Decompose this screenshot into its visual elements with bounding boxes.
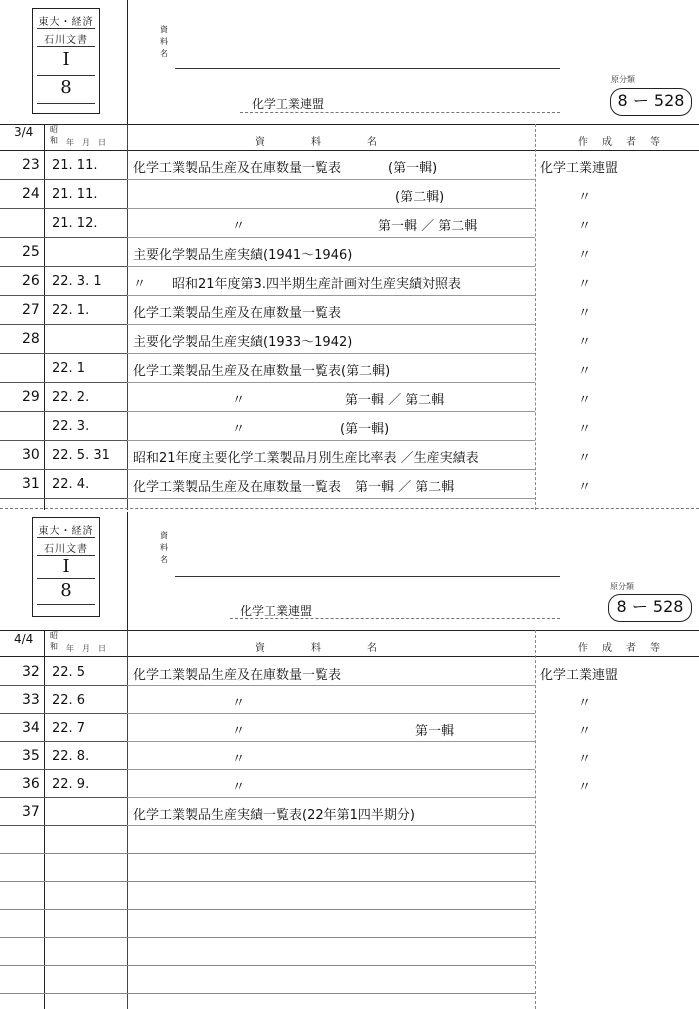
row-volume: (第一輯) [340, 422, 390, 437]
classification-label: 原分類 [610, 582, 634, 591]
row-date: 22. 8. [52, 749, 90, 764]
blank-row-line [0, 853, 535, 854]
row-document-name: 化学工業製品生産及在庫数量一覧表 [133, 161, 342, 176]
row-number: 25 [22, 244, 40, 260]
row-author: 〃 [578, 752, 592, 767]
row-date: 22. 9. [52, 777, 90, 792]
date-columns-header: 年 月 日 [66, 138, 106, 147]
row-number: 32 [22, 664, 40, 680]
row-author: 〃 [578, 277, 592, 292]
row-author: 〃 [578, 724, 592, 739]
row-number: 31 [22, 476, 40, 492]
row-volume: 第一輯 ／ 第二輯 [345, 393, 445, 408]
field-label: 資料名 [160, 25, 168, 58]
stamp-line1: 東大・経済 [38, 526, 94, 537]
row-date: 22. 1. [52, 303, 90, 318]
stamp-num1: I [62, 49, 70, 70]
row-number: 27 [22, 302, 40, 318]
classification-number: 8 ー 528 [608, 594, 692, 622]
row-date: 22. 5 [52, 665, 86, 680]
row-document-name: 化学工業製品生産及在庫数量一覧表(第二輯) [133, 364, 391, 379]
row-document-name: 主要化学製品生産実績(1941〜1946) [133, 248, 353, 263]
row-date: 21. 11. [52, 158, 98, 173]
row-document-name: 昭和21年度主要化学工業製品月別生産比率表 ／生産実績表 [133, 451, 479, 466]
row-volume: 第一輯 ／ 第二輯 [355, 480, 455, 495]
row-number: 36 [22, 776, 40, 792]
blank-row-line [0, 937, 535, 938]
row-author: 化学工業連盟 [540, 668, 619, 683]
row-number: 37 [22, 804, 40, 820]
row-volume: 第一輯 ／ 第二輯 [378, 219, 478, 234]
row-number: 30 [22, 447, 40, 463]
row-author: 〃 [578, 219, 592, 234]
page-marker: 4/4 [14, 632, 34, 646]
stamp-line2: 石川文書 [44, 544, 88, 555]
row-volume: (第二輯) [395, 190, 445, 205]
row-document-name: 〃 [232, 752, 246, 767]
stamp-num2: 8 [60, 580, 72, 601]
row-date: 22. 4. [52, 477, 90, 492]
date-columns-header: 年 月 日 [66, 644, 106, 653]
row-author: 〃 [578, 422, 592, 437]
era-label: 昭和 [50, 631, 58, 651]
stamp-num1: I [62, 556, 70, 577]
row-author: 〃 [578, 306, 592, 321]
classification-label: 原分類 [611, 75, 635, 84]
row-date: 22. 2. [52, 390, 90, 405]
row-author: 〃 [578, 451, 592, 466]
row-author: 〃 [578, 696, 592, 711]
row-author: 化学工業連盟 [540, 161, 619, 176]
archive-stamp [32, 8, 100, 114]
row-number: 28 [22, 331, 40, 347]
row-document-name: 〃 [232, 422, 246, 437]
row-document-name: 〃 [232, 724, 246, 739]
row-number: 23 [22, 157, 40, 173]
page-title: 化学工業連盟 [252, 97, 325, 111]
row-author: 〃 [578, 480, 592, 495]
page-title: 化学工業連盟 [240, 604, 313, 618]
era-label: 昭和 [50, 125, 58, 145]
author-column-header: 作 成 者 等 [578, 643, 662, 654]
row-date: 22. 1 [52, 361, 86, 376]
row-date: 22. 7 [52, 721, 86, 736]
row-document-name: 化学工業製品生産実績一覧表(22年第1四半期分) [133, 808, 415, 823]
row-author: 〃 [578, 190, 592, 205]
row-document-name: 〃 昭和21年度第3.四半期生産計画対生産実績対照表 [133, 277, 461, 292]
row-volume: 第一輯 [415, 724, 455, 739]
row-number: 24 [22, 186, 40, 202]
stamp-num2: 8 [60, 77, 72, 98]
row-document-name: 化学工業製品生産及在庫数量一覧表 [133, 668, 342, 683]
row-number: 34 [22, 720, 40, 736]
row-number: 35 [22, 748, 40, 764]
field-label: 資料名 [160, 531, 168, 564]
blank-row-line [0, 965, 535, 966]
row-number: 33 [22, 692, 40, 708]
stamp-line1: 東大・経済 [38, 17, 94, 28]
page-marker: 3/4 [14, 125, 34, 139]
name-column-header: 資 料 名 [255, 137, 395, 148]
row-date: 22. 6 [52, 693, 86, 708]
classification-number: 8 ー 528 [610, 88, 692, 116]
row-volume: (第一輯) [388, 161, 438, 176]
row-number: 26 [22, 273, 40, 289]
row-author: 〃 [578, 364, 592, 379]
name-column-header: 資 料 名 [255, 643, 395, 654]
row-date: 22. 5. 31 [52, 448, 110, 463]
row-date: 21. 12. [52, 216, 98, 231]
author-column-header: 作 成 者 等 [578, 137, 662, 148]
row-document-name: 〃 [232, 780, 246, 795]
row-document-name: 化学工業製品生産及在庫数量一覧表 [133, 480, 342, 495]
row-document-name: 主要化学製品生産実績(1933〜1942) [133, 335, 353, 350]
row-document-name: 化学工業製品生産及在庫数量一覧表 [133, 306, 342, 321]
blank-row-line [0, 909, 535, 910]
row-author: 〃 [578, 335, 592, 350]
row-number: 29 [22, 389, 40, 405]
row-date: 22. 3. 1 [52, 274, 102, 289]
stamp-line2: 石川文書 [44, 35, 88, 46]
row-document-name: 〃 [232, 219, 246, 234]
row-document-name: 〃 [232, 696, 246, 711]
row-author: 〃 [578, 393, 592, 408]
row-author: 〃 [578, 780, 592, 795]
row-date: 22. 3. [52, 419, 90, 434]
archive-stamp [32, 517, 100, 617]
row-author: 〃 [578, 248, 592, 263]
row-date: 21. 11. [52, 187, 98, 202]
blank-row-line [0, 993, 535, 994]
row-document-name: 〃 [232, 393, 246, 408]
blank-row-line [0, 881, 535, 882]
